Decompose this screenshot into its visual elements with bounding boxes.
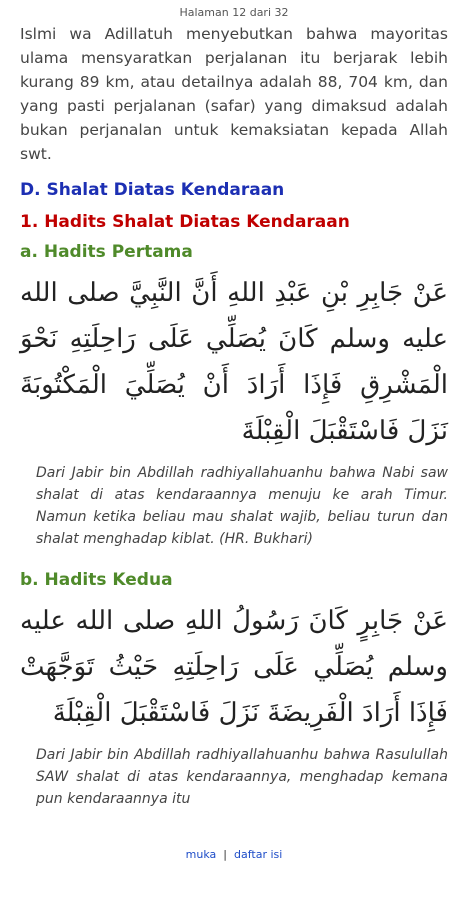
home-link[interactable]: muka: [185, 848, 217, 861]
footer-nav: [0, 848, 468, 861]
document-content: [20, 22, 448, 810]
page-number-label: Halaman 12 dari 32: [179, 6, 289, 19]
section-d-heading: D. Shalat Diatas Kendaraan: [20, 180, 285, 200]
intro-paragraph: Islmi wa Adillatuh menyebutkan bahwa mayoritas ulama mensyaratkan perjalanan itu berjarak lebih kurang 89 km, atau detailnya adalah 88, 704 km, dan yang pasti perjalanan (safar) yang dimaksud adalah bukan perjanalan untuk kemaksiatan kepada Allah swt.: [20, 25, 448, 163]
hadith-b-translation: Dari Jabir bin Abdillah radhiyallahuanhu bahwa Rasulullah SAW shalat di atas kendaraannya, menghadap kemana pun kendaraannya itu: [36, 747, 448, 807]
hadith-b-arabic-text: عَنْ جَابِرٍ كَانَ رَسُولُ اللهِ صلى الله عليه وسلم يُصَلِّي عَلَى رَاحِلَتِهِ حَيْثُ تَوَجَّهَتْ فَإِذَا أَرَادَ الْفَرِيضَةَ نَزَلَ فَاسْتَقْبَلَ الْقِبْلَةَ: [20, 606, 448, 728]
section-1-heading: 1. Hadits Shalat Diatas Kendaraan: [20, 212, 350, 232]
hadith-a-heading: a. Hadits Pertama: [20, 242, 193, 262]
hadith-a-arabic-text: عَنْ جَابِرِ بْنِ عَبْدِ اللهِ أَنَّ النَّبِيَّ صلى الله عليه وسلم كَانَ يُصَلِّي عَلَى رَاحِلَتِهِ نَحْوَ الْمَشْرِقِ فَإِذَا أَرَادَ أَنْ يُصَلِّيَ الْمَكْتُوبَةَ نَزَلَ فَاسْتَقْبَلَ الْقِبْلَةَ: [20, 278, 448, 446]
hadith-a-translation: Dari Jabir bin Abdillah radhiyallahuanhu bahwa Nabi saw shalat di atas kendaraannya menuju ke arah Timur. Namun ketika beliau mau shalat wajib, beliau turun dan shalat menghadap kiblat. (HR. Bukhari): [36, 465, 448, 547]
hadith-b-heading: b. Hadits Kedua: [20, 570, 173, 590]
table-of-contents-link[interactable]: daftar isi: [234, 848, 283, 861]
footer-separator: |: [223, 848, 227, 861]
